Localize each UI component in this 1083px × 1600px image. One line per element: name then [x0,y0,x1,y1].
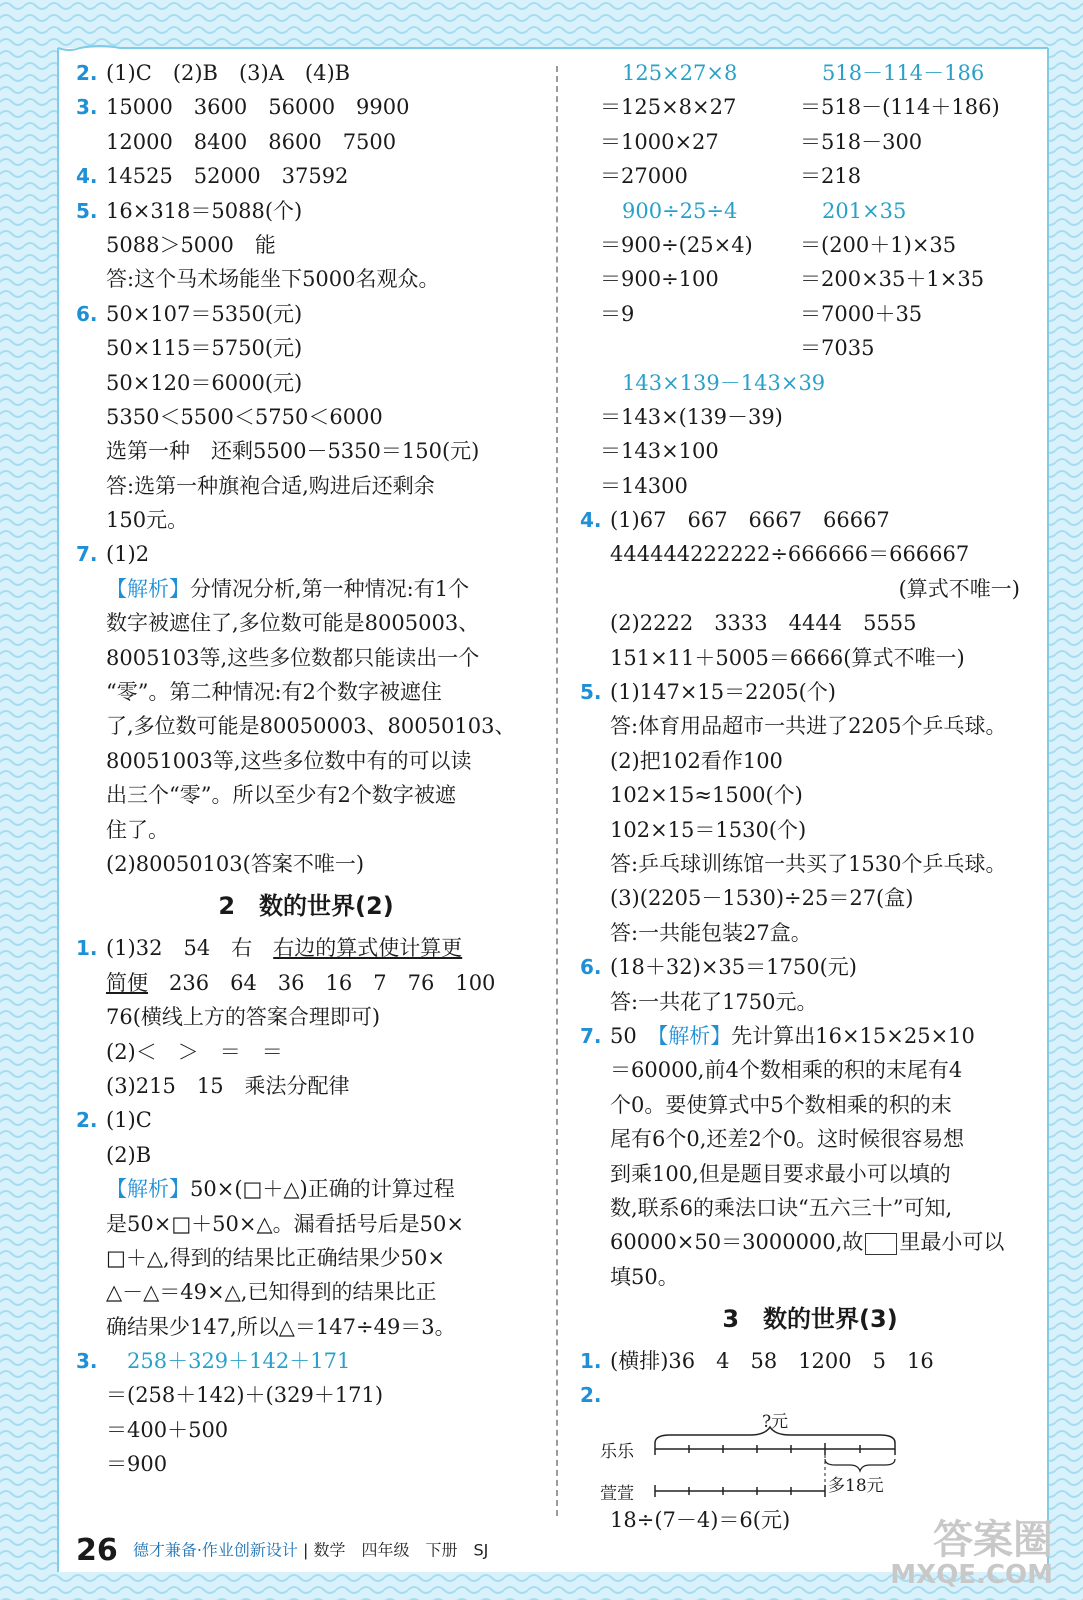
answer-line [76,1447,536,1481]
answer-text: 236 64 36 16 7 76 100 [148,970,496,995]
calc-row [580,262,1040,296]
answer-text: 答:一共花了1750元。 [610,989,818,1014]
answer-text: 数,联系6的乘法口诀“五六三十”可知, [610,1195,953,1220]
answer-line [76,1035,536,1069]
calc-left: ＝125×8×27 [600,95,737,120]
answer-text: 数字被遮住了,多位数可能是8005003、 [106,611,480,636]
answer-line [76,1344,536,1378]
answer-text: 先计算出16×15×25×10 [731,1023,975,1048]
answer-text: 是50×□＋50×△。漏看括号后是50× [106,1211,464,1236]
answer-text: 102×15≈1500(个) [610,783,803,808]
answer-line [580,744,1040,778]
answer-line [76,1241,536,1275]
calc-right: 518－114－186 [822,61,985,85]
analysis-label: 【解析】 [657,1023,732,1048]
answer-line [76,709,536,743]
answer-line [580,778,1040,812]
answer-line [76,366,536,400]
answer-line [580,675,1040,709]
answer-line [580,709,1040,743]
answer-text: 18÷(7－4)＝6(元) [610,1507,791,1532]
answer-text: “零”。第二种情况:有2个数字被遮住 [106,680,442,705]
question-number: 5. [76,198,98,223]
answer-text: (2)B [106,1142,152,1167]
answer-line [76,297,536,331]
diagram-row2-label: 萱萱 [600,1483,634,1504]
answer-line [76,1172,536,1206]
watermark-text: 答案圈 [933,1517,1053,1563]
answer-line [76,675,536,709]
analysis-label: 【解析】 [106,576,190,601]
column-divider [556,66,558,1516]
question-number: 3. [76,95,98,120]
answer-text: (2)2222 3333 4444 5555 [610,611,917,636]
calc-row [580,56,1040,90]
answer-line [76,56,536,90]
calc-left: ＝9 [600,301,635,326]
answer-text: 5350＜5500＜5750＜6000 [106,404,383,429]
question-number: 6. [76,301,98,326]
answer-line [580,641,1040,675]
answer-text: △－△＝49×△,已知得到的结果比正 [106,1280,437,1305]
answer-line [76,159,536,193]
blank-box [865,1233,897,1255]
answer-line [580,813,1040,847]
answer-text: 答:这个马术场能坐下5000名观众。 [106,267,440,292]
answer-text: 102×15＝1530(个) [610,817,807,842]
question-number: 1. [580,1349,602,1374]
question-number: 4. [76,164,98,189]
answer-line [76,400,536,434]
calc-left: ＝900÷(25×4) [600,232,753,257]
calc-row [580,366,1040,400]
answer-text: 填50。 [610,1264,679,1289]
answer-line [76,1138,536,1172]
answer-text: □＋△,得到的结果比正确结果少50× [106,1245,445,1270]
answer-line [76,572,536,606]
answer-text: 尾有6个0,还差2个0。这时候很容易想 [610,1127,965,1152]
answer-text: (2)80050103(答案不唯一) [106,851,365,876]
answer-line [580,1260,1040,1294]
left-column [76,56,536,1482]
answer-line [580,572,1040,606]
calc-row [580,159,1040,193]
answer-line [76,778,536,812]
answer-text: 到乘100,但是题目要求最小可以填的 [610,1161,951,1186]
answer-line [580,1019,1040,1053]
watermark [890,1517,1053,1590]
answer-text: (1)C [106,1108,152,1133]
answer-line [580,950,1040,984]
question-number: 2. [76,1108,98,1133]
answer-text: 住了。 [106,817,169,842]
answer-line [76,262,536,296]
answer-line [76,606,536,640]
answer-line [76,1378,536,1412]
answer-text: 了,多位数可能是80050003、80050103、 [106,714,516,739]
calc-left: 125×27×8 [622,61,738,85]
answer-text: 14525 52000 37592 [106,164,349,189]
calc-left: ＝143×(139－39) [600,404,783,429]
answer-line [580,1088,1040,1122]
answer-line [580,1378,1040,1412]
calc-right: ＝200×35＋1×35 [800,267,985,292]
answer-line [580,1053,1040,1087]
calc-row [580,228,1040,262]
question-number: 7. [580,1023,602,1048]
diagram-total-label: ?元 [762,1411,789,1432]
question-number: 7. [76,542,98,567]
answer-text: (1)67 667 6667 66667 [610,508,890,533]
answer-line [76,434,536,468]
answer-line [580,1157,1040,1191]
answer-line [76,1275,536,1309]
answer-text: (算式不唯一) [898,576,1020,601]
footer-meta: | 数学 四年级 下册 SJ [303,1540,489,1560]
answer-line [76,503,536,537]
answer-line [76,537,536,571]
answer-text: (1)32 54 右 [106,936,274,961]
answer-text: 答:体育用品超市一共进了2205个乒乓球。 [610,714,1007,739]
calc-right: ＝7035 [800,336,875,361]
question-number: 1. [76,936,98,961]
answer-line [580,537,1040,571]
line-segment-diagram [580,1413,1040,1503]
question-number: 6. [580,955,602,980]
watermark-url: MXQE.COM [890,1560,1053,1590]
segment-diagram-svg [580,1413,1040,1503]
question-number: 2. [580,1383,602,1408]
question-number: 4. [580,508,602,533]
answer-line [76,1310,536,1344]
diagram-more-label: 多18元 [828,1475,884,1496]
right-column [580,56,1040,1537]
answer-line [76,1207,536,1241]
answer-line [580,1122,1040,1156]
answer-text: 80051003等,这些多位数中有的可以读 [106,748,472,773]
calc-left: 143×139－143×39 [622,370,826,395]
diagram-row1-label: 乐乐 [600,1441,634,1462]
answer-text: 确结果少147,所以△＝147÷49＝3。 [106,1314,456,1339]
calc-left: ＝900÷100 [600,267,719,292]
answer-text: 12000 8400 8600 7500 [106,129,397,154]
expression-text: 258＋329＋142＋171 [106,1349,351,1374]
answer-text: (1)2 [106,542,150,567]
answer-text: 分情况分析,第一种情况:有1个 [190,576,470,601]
question-number: 2. [76,61,98,85]
calc-right: ＝7000＋35 [800,301,923,326]
calc-row [580,331,1040,365]
answer-line [580,1344,1040,1378]
answer-line [76,931,536,965]
underlined-answer: 简便 [106,970,148,995]
answer-text: 50 [610,1023,658,1048]
answer-text: 151×11＋5005＝6666(算式不唯一) [610,645,965,670]
analysis-label: 【解析】 [106,1177,190,1202]
answer-text: (横排)36 4 58 1200 5 16 [610,1349,934,1374]
answer-line [580,916,1040,950]
answer-text: 答:选第一种旗袍合适,购进后还剩余 [106,473,435,498]
answer-line [76,469,536,503]
answer-text: 50×120＝6000(元) [106,370,303,395]
answer-line [580,503,1040,537]
answer-line [580,606,1040,640]
answer-text: (2)＜ ＞ ＝ ＝ [106,1039,283,1064]
answer-text: (2)把102看作100 [610,748,783,773]
answer-text: 444444222222÷666666＝666667 [610,542,970,567]
calc-left: 900÷25÷4 [622,198,738,223]
answer-text: 里最小可以 [899,1230,1005,1255]
answer-line [76,331,536,365]
calc-right: ＝518－(114＋186) [800,95,1000,120]
answer-text: 5088＞5000 能 [106,232,276,257]
section-title-2: 2 数的世界(2) [218,892,394,921]
answer-line [76,1000,536,1034]
answer-text: 答:乒乓球训练馆一共买了1530个乒乓球。 [610,851,1007,876]
calc-row [580,469,1040,503]
calc-row [580,194,1040,228]
answer-text: 答:一共能包装27盒。 [610,920,812,945]
answer-line [76,125,536,159]
answer-line [580,1225,1040,1259]
underlined-answer: 右边的算式使计算更 [273,936,463,961]
calc-left: ＝14300 [600,473,688,498]
answer-line [76,90,536,124]
page-footer [76,1530,488,1570]
answer-text: 50×107＝5350(元) [106,301,303,326]
question-number: 3. [76,1349,98,1374]
answer-line [76,966,536,1000]
answer-text: 50×(□＋△)正确的计算过程 [190,1177,455,1202]
answer-line [76,1413,536,1447]
calc-left: ＝1000×27 [600,129,719,154]
answer-line [76,194,536,228]
answer-text: ＝400＋500 [106,1417,229,1442]
answer-line [580,847,1040,881]
answer-line [76,228,536,262]
calc-right: 201×35 [822,198,907,223]
answer-line [76,847,536,881]
answer-text: 60000×50＝3000000,故 [610,1230,864,1255]
answer-text: ＝900 [106,1452,168,1477]
answer-text: ＝60000,前4个数相乘的积的末尾有4 [610,1058,963,1083]
calc-right: ＝218 [800,164,862,189]
answer-text: 150元。 [106,508,189,533]
calc-left: ＝27000 [600,164,688,189]
answer-text: 15000 3600 56000 9900 [106,95,410,120]
answer-text: (3)215 15 乘法分配律 [106,1073,350,1098]
answer-line [76,1069,536,1103]
answer-text: 个0。要使算式中5个数相乘的积的末 [610,1092,952,1117]
answer-line [76,641,536,675]
calc-row [580,125,1040,159]
answer-line [76,813,536,847]
answer-text: (1)C (2)B (3)A (4)B [106,61,351,85]
calc-row [580,400,1040,434]
answer-line [580,1191,1040,1225]
calc-row [580,434,1040,468]
answer-line [76,744,536,778]
calc-row [580,90,1040,124]
answer-text: 8005103等,这些多位数都只能读出一个 [106,645,480,670]
question-number: 5. [580,680,602,705]
calc-right: ＝518－300 [800,129,923,154]
footer-book-title: 德才兼备·作业创新设计 [132,1540,298,1560]
answer-text: 16×318＝5088(个) [106,198,303,223]
answer-text: (1)147×15＝2205(个) [610,680,836,705]
answer-text: 76(横线上方的答案合理即可) [106,1005,381,1030]
answer-text: 50×115＝5750(元) [106,336,303,361]
answer-text: 选第一种 还剩5500－5350＝150(元) [106,439,480,464]
page-number: 26 [76,1532,118,1568]
answer-text: (3)(2205－1530)÷25＝27(盒) [610,886,914,911]
answer-line [580,881,1040,915]
answer-text: ＝(258＋142)＋(329＋171) [106,1383,384,1408]
answer-text: (18＋32)×35＝1750(元) [610,955,857,980]
calc-row [580,297,1040,331]
answer-line [580,985,1040,1019]
calc-right: ＝(200＋1)×35 [800,232,957,257]
section-title-3: 3 数的世界(3) [722,1305,898,1334]
answer-line [76,1103,536,1137]
calc-left: ＝143×100 [600,439,719,464]
answer-text: 出三个“零”。所以至少有2个数字被遮 [106,783,456,808]
